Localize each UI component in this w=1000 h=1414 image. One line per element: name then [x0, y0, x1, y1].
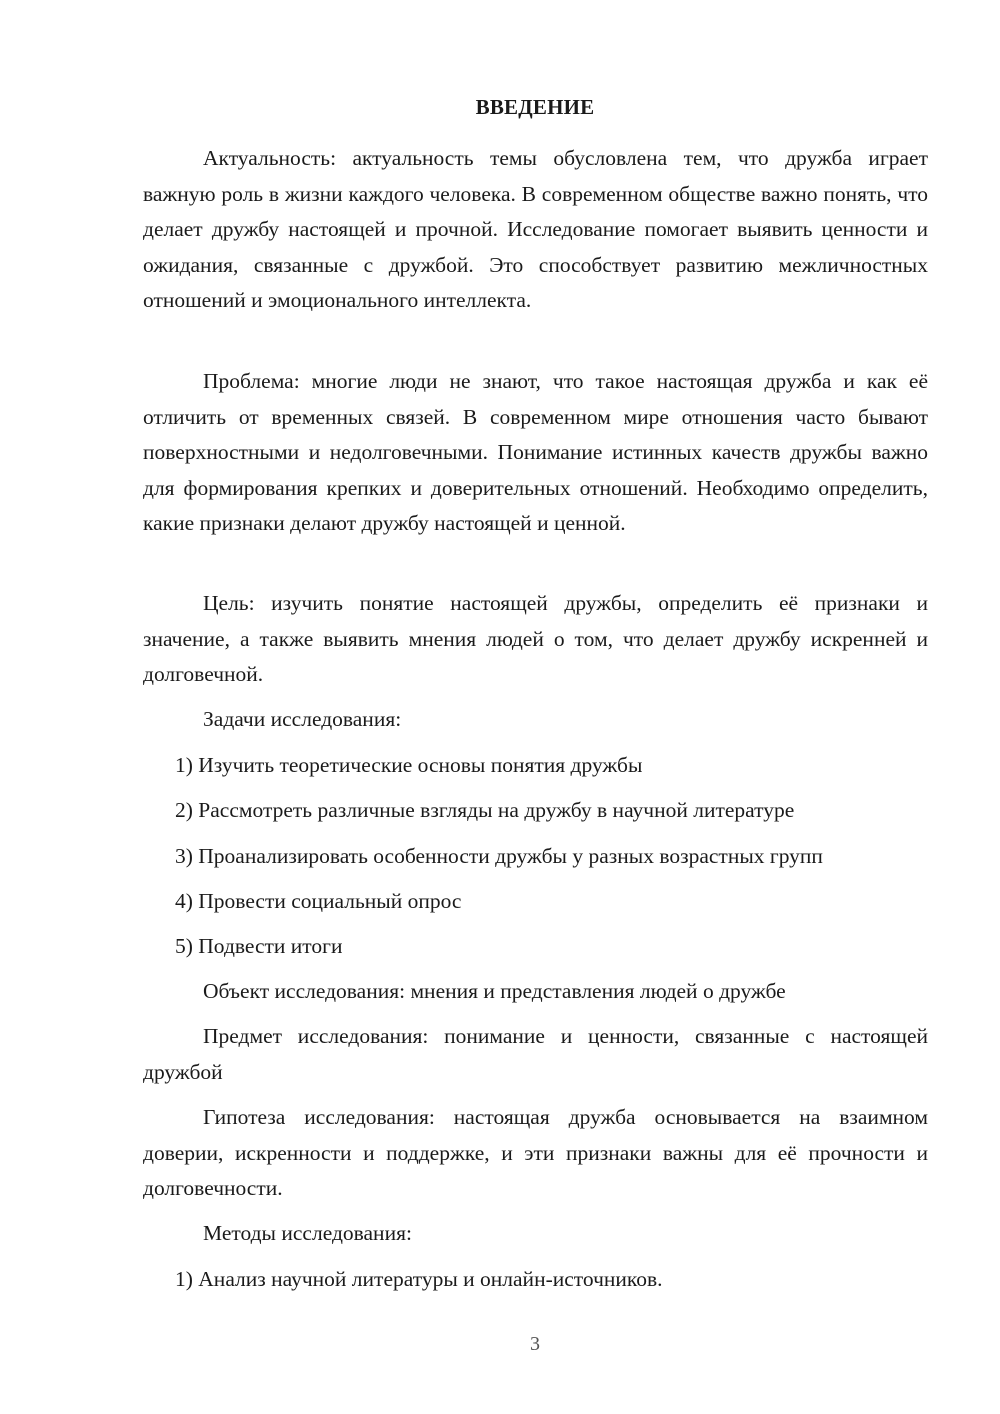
relevance-paragraph: Актуальность: актуальность темы обусловлена тем, что дружба играет важную роль в жизни каждого человека. В современном обществе важно понять, что делает дружбу настоящей и прочной. Исследование помогает выявить ценности и ожидания, связанные с дружбой. Это способствует развитию межличностных отношений и эмоционального интеллекта. — [143, 146, 928, 312]
problem-paragraph: Проблема: многие люди не знают, что такое настоящая дружба и как её отличить от временных связей. В современном мире отношения часто бывают поверхностными и недолговечными. Понимание истинных качеств дружбы важно для формирования крепких и доверительных отношений. Необходимо определить, какие признаки делают дружбу настоящей и ценной. — [143, 369, 928, 535]
task-item: 4) Провести социальный опрос — [175, 889, 462, 913]
methods-title: Методы исследования: — [203, 1221, 412, 1245]
page-number: 3 — [530, 1333, 540, 1355]
section-heading: ВВЕДЕНИЕ — [475, 95, 595, 119]
tasks-title: Задачи исследования: — [203, 707, 402, 731]
object-line: Объект исследования: мнения и представления людей о дружбе — [203, 979, 786, 1003]
task-item: 5) Подвести итоги — [175, 934, 343, 958]
hypothesis-paragraph: Гипотеза исследования: настоящая дружба основывается на взаимном доверии, искренности и поддержке, и эти признаки важны для её прочности и долговечности. — [143, 1105, 928, 1200]
subject-paragraph: Предмет исследования: понимание и ценности, связанные с настоящей дружбой — [143, 1024, 928, 1084]
task-item: 3) Проанализировать особенности дружбы у разных возрастных групп — [175, 844, 823, 868]
method-item: 1) Анализ научной литературы и онлайн-источников. — [175, 1267, 663, 1291]
task-item: 2) Рассмотреть различные взгляды на дружбу в научной литературе — [175, 798, 795, 822]
goal-paragraph: Цель: изучить понятие настоящей дружбы, определить её признаки и значение, а также выявить мнения людей о том, что делает дружбу искренней и долговечной. — [143, 591, 928, 686]
task-item: 1) Изучить теоретические основы понятия дружбы — [175, 753, 643, 777]
